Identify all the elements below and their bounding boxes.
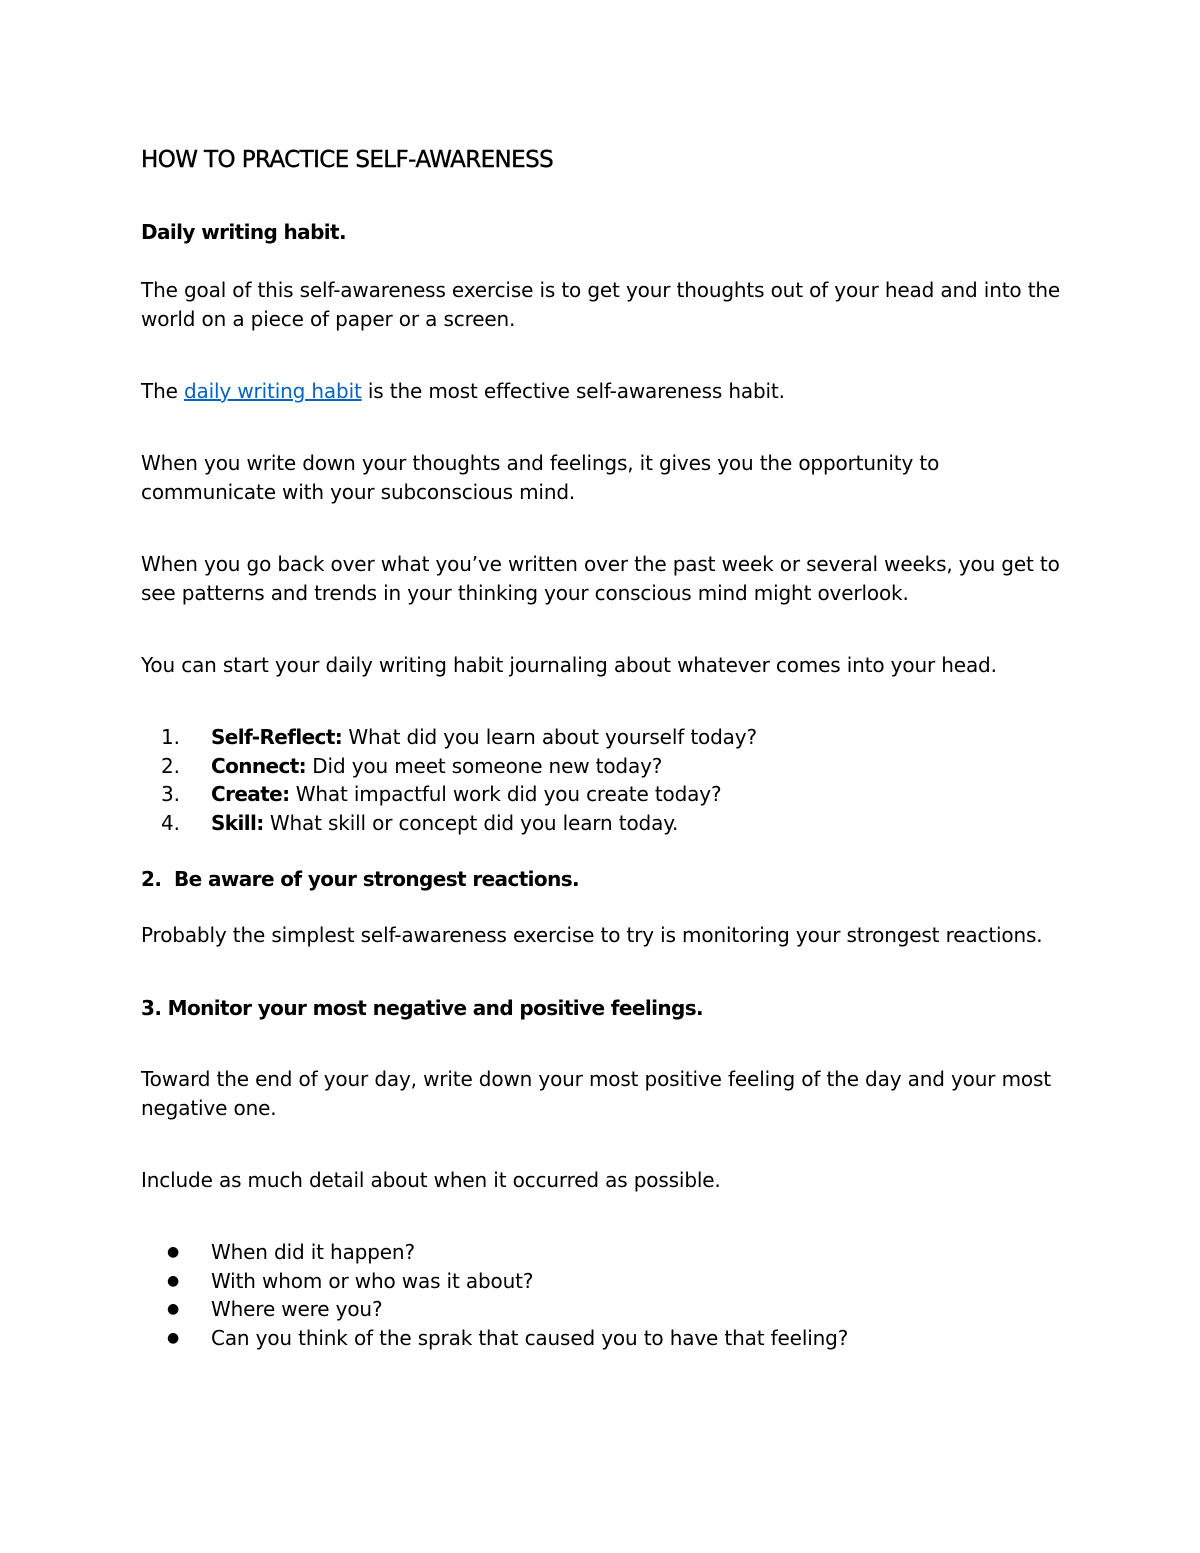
paragraph-patterns: When you go back over what you’ve written over the past week or several weeks, you get to see patterns and trends in your thinking your conscious mind might overlook.: [141, 552, 1060, 605]
paragraph-strongest-reactions: Probably the simplest self-awareness exercise to try is monitoring your strongest reactions.: [141, 923, 1043, 947]
list-text: When did it happen?: [211, 1240, 415, 1264]
section-heading-strongest-reactions: 2. Be aware of your strongest reactions.: [141, 867, 580, 891]
list-term: Self-Reflect:: [211, 725, 343, 749]
paragraph-start-journaling: You can start your daily writing habit journaling about whatever comes into your head.: [141, 653, 997, 677]
list-item: [141, 809, 1061, 838]
list-number: 3.: [161, 782, 180, 806]
list-text: What impactful work did you create today?: [289, 782, 722, 806]
list-item: [141, 1295, 1061, 1324]
paragraph-subconscious: When you write down your thoughts and feelings, it gives you the opportunity to communicate with your subconscious mind.: [141, 451, 940, 504]
paragraph-daily-habit: [141, 377, 1061, 406]
feeling-questions-list: [141, 1238, 1061, 1352]
list-text: What did you learn about yourself today?: [342, 725, 757, 749]
bullet-icon: ●: [167, 1244, 180, 1260]
paragraph-daily-habit-prefix: The: [141, 379, 184, 403]
list-item: [141, 752, 1061, 781]
section-heading-monitor-feelings: 3. Monitor your most negative and positive feelings.: [141, 996, 703, 1020]
section-heading-daily-writing: Daily writing habit.: [141, 220, 347, 244]
list-item: [141, 1324, 1061, 1353]
list-item: [141, 723, 1061, 752]
paragraph-end-of-day: Toward the end of your day, write down your most positive feeling of the day and your most negative one.: [141, 1067, 1051, 1120]
list-number: 1.: [161, 725, 180, 749]
paragraph-daily-habit-suffix: is the most effective self-awareness habit.: [361, 379, 785, 403]
list-term: Create:: [211, 782, 290, 806]
paragraph-goal: The goal of this self-awareness exercise is to get your thoughts out of your head and into the world on a piece of paper or a screen.: [141, 278, 1061, 331]
list-text: With whom or who was it about?: [211, 1268, 534, 1293]
daily-writing-habit-link[interactable]: daily writing habit: [183, 379, 362, 403]
list-text: Where were you?: [211, 1297, 383, 1321]
list-item: [141, 1238, 1061, 1267]
list-number: 4.: [161, 810, 180, 835]
list-text: What skill or concept did you learn today.: [263, 810, 679, 835]
document-title: HOW TO PRACTICE SELF-AWARENESS: [141, 147, 554, 173]
list-item: [141, 780, 1061, 809]
bullet-icon: ●: [167, 1272, 180, 1289]
list-number: 2.: [161, 753, 180, 778]
paragraph-include-detail: Include as much detail about when it occurred as possible.: [141, 1168, 721, 1192]
bullet-icon: ●: [167, 1301, 180, 1317]
bullet-icon: ●: [167, 1329, 180, 1346]
list-text: Did you meet someone new today?: [306, 753, 663, 778]
journaling-prompts-list: [141, 723, 1061, 837]
list-text: Can you think of the sprak that caused you to have that feeling?: [211, 1325, 849, 1350]
list-term: Connect:: [211, 753, 307, 778]
document-page: [141, 140, 1061, 1352]
list-term: Skill:: [211, 810, 264, 835]
list-item: [141, 1267, 1061, 1296]
